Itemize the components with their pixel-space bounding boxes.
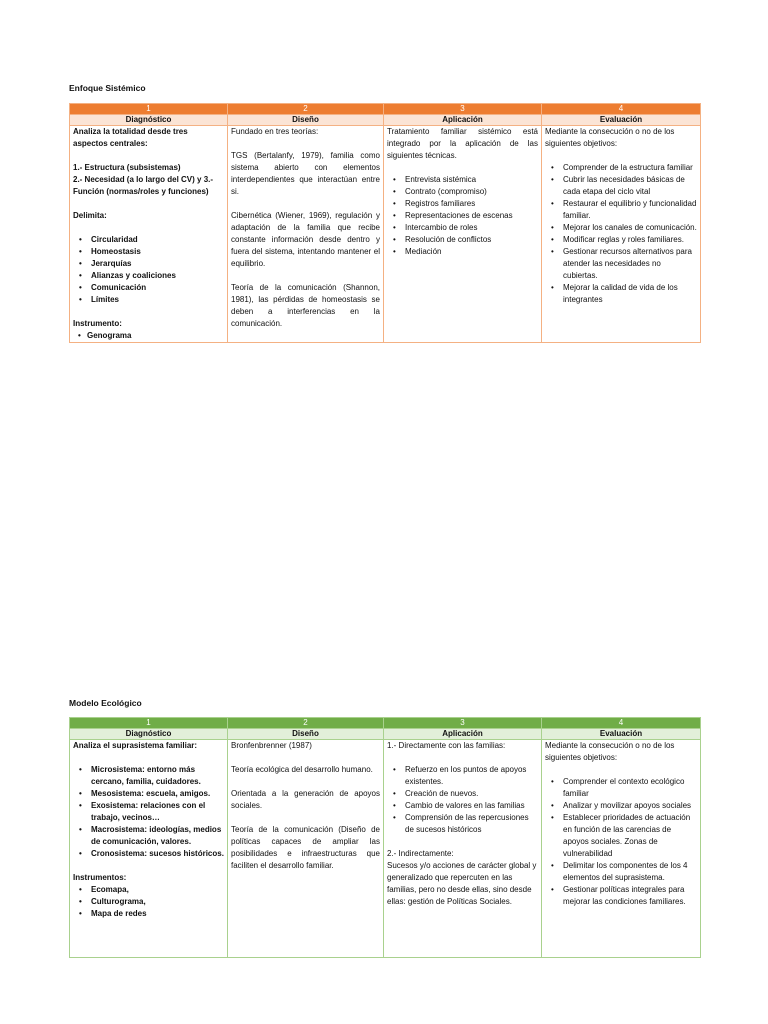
aplicacion-list — [387, 174, 538, 258]
diseno-p4: Teoría de la comunicación (Diseño de políticas capaces de ampliar las posibilidades e infraestructuras que faciliten el desarrollo familiar. — [231, 825, 380, 870]
list-item: • Entrevista sistémica — [393, 175, 477, 184]
section-title-enfoque-sistemico: Enfoque Sistémico — [69, 83, 146, 93]
list-item: • Genograma — [78, 331, 132, 340]
list-item: • Cronosistema: sucesos históricos. — [79, 849, 224, 858]
col-header-aplicacion: Aplicación — [384, 115, 542, 126]
col-header-diagnostico: Diagnóstico — [70, 115, 228, 126]
col-number: 3 — [384, 718, 542, 729]
table-enfoque-sistemico — [69, 103, 701, 343]
header-row — [70, 115, 701, 126]
indirect-text: Sucesos y/o acciones de carácter global y generalizado que repercuten en las familias, pero no desde ellas, sino desde ellas: gestión de Políticas Sociales. — [387, 861, 537, 906]
col-number: 1 — [70, 104, 228, 115]
aplicacion-list — [387, 764, 538, 836]
cell-evaluacion — [542, 740, 701, 958]
list-item: • Culturograma, — [79, 897, 146, 906]
diseno-p1: Fundado en tres teorías: — [231, 127, 319, 136]
table-modelo-ecologico — [69, 717, 701, 958]
section-title-modelo-ecologico: Modelo Ecológico — [69, 698, 142, 708]
list-item: • Ecomapa, — [79, 885, 129, 894]
list-item: • Mejorar la calidad de vida de los integrantes — [551, 283, 678, 304]
col-number: 4 — [542, 718, 701, 729]
list-item: • Restaurar el equilibrio y funcionalidad familiar. — [551, 199, 697, 220]
list-item: • Creación de nuevos. — [393, 789, 479, 798]
list-item: • Resolución de conflictos — [393, 235, 492, 244]
diseno-p2: Teoría ecológica del desarrollo humano. — [231, 765, 373, 774]
list-item: • Gestionar políticas integrales para mejorar las condiciones familiares. — [551, 885, 686, 906]
indirect-label: 2.- Indirectamente: — [387, 849, 454, 858]
list-item: • Delimitar los componentes de los 4 elementos del suprasistema. — [551, 861, 688, 882]
instrumento-label: Instrumento: — [73, 319, 122, 328]
list-item: • Gestionar recursos alternativos para atender las necesidades no cubiertas. — [551, 247, 692, 280]
aspect-2: 2.- Necesidad (a lo largo del CV) y 3.- Función (normas/roles y funciones) — [73, 175, 214, 196]
diseno-p2: TGS (Bertalanfy, 1979), familia como sistema abierto con elementos interdependientes que interactúan entre si. — [231, 151, 380, 196]
header-row — [70, 729, 701, 740]
instrumento-list — [73, 330, 224, 342]
suprasistema-list — [73, 764, 224, 860]
col-number: 2 — [228, 104, 384, 115]
list-item: • Comunicación — [79, 283, 147, 292]
col-number: 3 — [384, 104, 542, 115]
diseno-p3: Cibernética (Wiener, 1969), regulación y adaptación de la familia que recibe constante información desde dentro y fuera del sistema, intentando mantener el equilibrio. — [231, 211, 380, 268]
list-item: • Mediación — [393, 247, 442, 256]
col-header-evaluacion: Evaluación — [542, 115, 701, 126]
list-item: • Comprender el contexto ecológico familiar — [551, 777, 685, 798]
evaluacion-list — [545, 162, 697, 306]
delimita-list — [73, 234, 224, 306]
cell-diseno — [228, 740, 384, 958]
delimita-label: Delimita: — [73, 211, 107, 220]
diseno-p3: Orientada a la generación de apoyos sociales. — [231, 789, 380, 810]
evaluacion-list — [545, 776, 697, 908]
col-header-diagnostico: Diagnóstico — [70, 729, 228, 740]
number-row — [70, 104, 701, 115]
cell-aplicacion — [384, 740, 542, 958]
list-item: • Refuerzo en los puntos de apoyos existentes. — [393, 765, 527, 786]
list-item: • Alianzas y coaliciones — [79, 271, 176, 280]
diagnostico-intro: Analiza el suprasistema familiar: — [73, 741, 198, 750]
list-item: • Representaciones de escenas — [393, 211, 513, 220]
aplicacion-intro: Tratamiento familiar sistémico está integrado por la aplicación de las siguientes técnicas. — [387, 127, 538, 160]
cell-diagnostico — [70, 126, 228, 343]
list-item: • Exosistema: relaciones con el trabajo, vecinos… — [79, 801, 206, 822]
list-item: • Circularidad — [79, 235, 138, 244]
list-item: • Límites — [79, 295, 120, 304]
col-number: 2 — [228, 718, 384, 729]
evaluacion-intro: Mediante la consecución o no de los siguientes objetivos: — [545, 741, 675, 762]
content-row — [70, 740, 701, 958]
col-number: 4 — [542, 104, 701, 115]
list-item: • Homeostasis — [79, 247, 141, 256]
col-header-diseno: Diseño — [228, 115, 384, 126]
list-item: • Macrosistema: ideologías, medios de comunicación, valores. — [79, 825, 222, 846]
list-item: • Intercambio de roles — [393, 223, 478, 232]
instrumentos-label: Instrumentos: — [73, 873, 127, 882]
list-item: • Analizar y movilizar apoyos sociales — [551, 801, 692, 810]
list-item: • Contrato (compromiso) — [393, 187, 487, 196]
list-item: • Comprender de la estructura familiar — [551, 163, 693, 172]
list-item: • Establecer prioridades de actuación en función de las carencias de apoyos sociales. Zonas de vulnerabilidad — [551, 813, 691, 858]
cell-diseno — [228, 126, 384, 343]
number-row — [70, 718, 701, 729]
diseno-p1: Bronfenbrenner (1987) — [231, 741, 312, 750]
col-header-aplicacion: Aplicación — [384, 729, 542, 740]
instrumentos-list — [73, 884, 224, 920]
evaluacion-intro: Mediante la consecución o no de los siguientes objetivos: — [545, 127, 675, 148]
list-item: • Jerarquías — [79, 259, 132, 268]
list-item: • Comprensión de las repercusiones de sucesos históricos — [393, 813, 529, 834]
col-number: 1 — [70, 718, 228, 729]
list-item: • Microsistema: entorno más cercano, familia, cuidadores. — [79, 765, 201, 786]
list-item: • Cubrir las necesidades básicas de cada etapa del ciclo vital — [551, 175, 685, 196]
list-item: • Mesosistema: escuela, amigos. — [79, 789, 211, 798]
diseno-p4: Teoría de la comunicación (Shannon, 1981), las pérdidas de homeostasis se deben a interferencias en la comunicación. — [231, 283, 380, 328]
list-item: • Registros familiares — [393, 199, 476, 208]
list-item: • Cambio de valores en las familias — [393, 801, 525, 810]
col-header-diseno: Diseño — [228, 729, 384, 740]
content-row — [70, 126, 701, 343]
list-item: • Modificar reglas y roles familiares. — [551, 235, 684, 244]
aplicacion-intro: 1.- Directamente con las familias: — [387, 741, 506, 750]
list-item: • Mapa de redes — [79, 909, 147, 918]
diagnostico-intro: Analiza la totalidad desde tres aspectos centrales: — [73, 127, 188, 148]
cell-evaluacion — [542, 126, 701, 343]
aspect-1: 1.- Estructura (subsistemas) — [73, 163, 181, 172]
list-item: • Mejorar los canales de comunicación. — [551, 223, 697, 232]
cell-aplicacion — [384, 126, 542, 343]
cell-diagnostico — [70, 740, 228, 958]
col-header-evaluacion: Evaluación — [542, 729, 701, 740]
